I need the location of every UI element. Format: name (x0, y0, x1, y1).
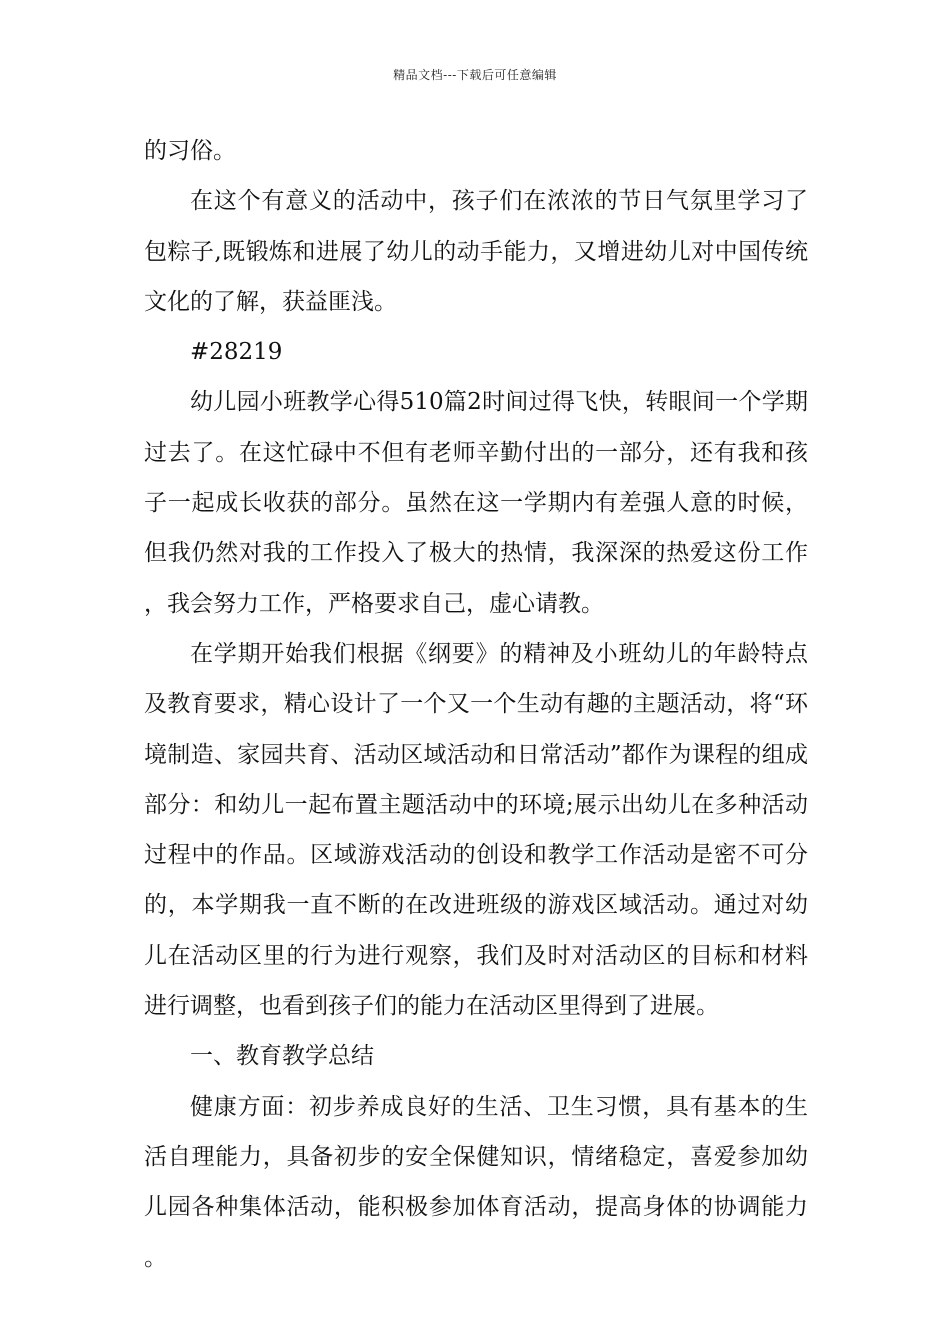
article-id: #28219 (190, 339, 283, 366)
section-heading: 一、教育教学总结 (190, 1043, 374, 1070)
paragraph: 幼儿园小班教学心得510篇2时间过得飞快，转眼间一个学期过去了。在这忙碌中不但有老师辛勤付出的一部分，还有我和孩子一起成长收获的部分。虽然在这一学期内有差强人意的时候，但我仍然对我的工作投入了极大的热情，我深深的热爱这份工作，我会努力工作，严格要求自己，虚心请教。 (144, 389, 808, 617)
document-body (144, 126, 808, 1283)
paragraph: 的习俗。 (144, 138, 236, 164)
page-header: 精品文档---下载后可任意编辑 (393, 68, 557, 82)
paragraph: 健康方面：初步养成良好的生活、卫生习惯，具有基本的生活自理能力，具备初步的安全保健知识，情绪稳定，喜爱参加幼儿园各种集体活动，能积极参加体育活动，提高身体的协调能力。 (144, 1093, 808, 1271)
paragraph: 在学期开始我们根据《纲要》的精神及小班幼儿的年龄特点及教育要求，精心设计了一个又一个生动有趣的主题活动，将“环境制造、家园共育、活动区域活动和日常活动”都作为课程的组成部分：和幼儿一起布置主题活动中的环境;展示出幼儿在多种活动过程中的作品。区域游戏活动的创设和教学工作活动是密不可分的，本学期我一直不断的在改进班级的游戏区域活动。通过对幼儿在活动区里的行为进行观察，我们及时对活动区的目标和材料进行调整，也看到孩子们的能力在活动区里得到了进展。 (144, 640, 808, 1020)
paragraph: 在这个有意义的活动中，孩子们在浓浓的节日气氛里学习了包粽子,既锻炼和进展了幼儿的动手能力，又增进幼儿对中国传统文化的了解，获益匪浅。 (144, 188, 808, 315)
